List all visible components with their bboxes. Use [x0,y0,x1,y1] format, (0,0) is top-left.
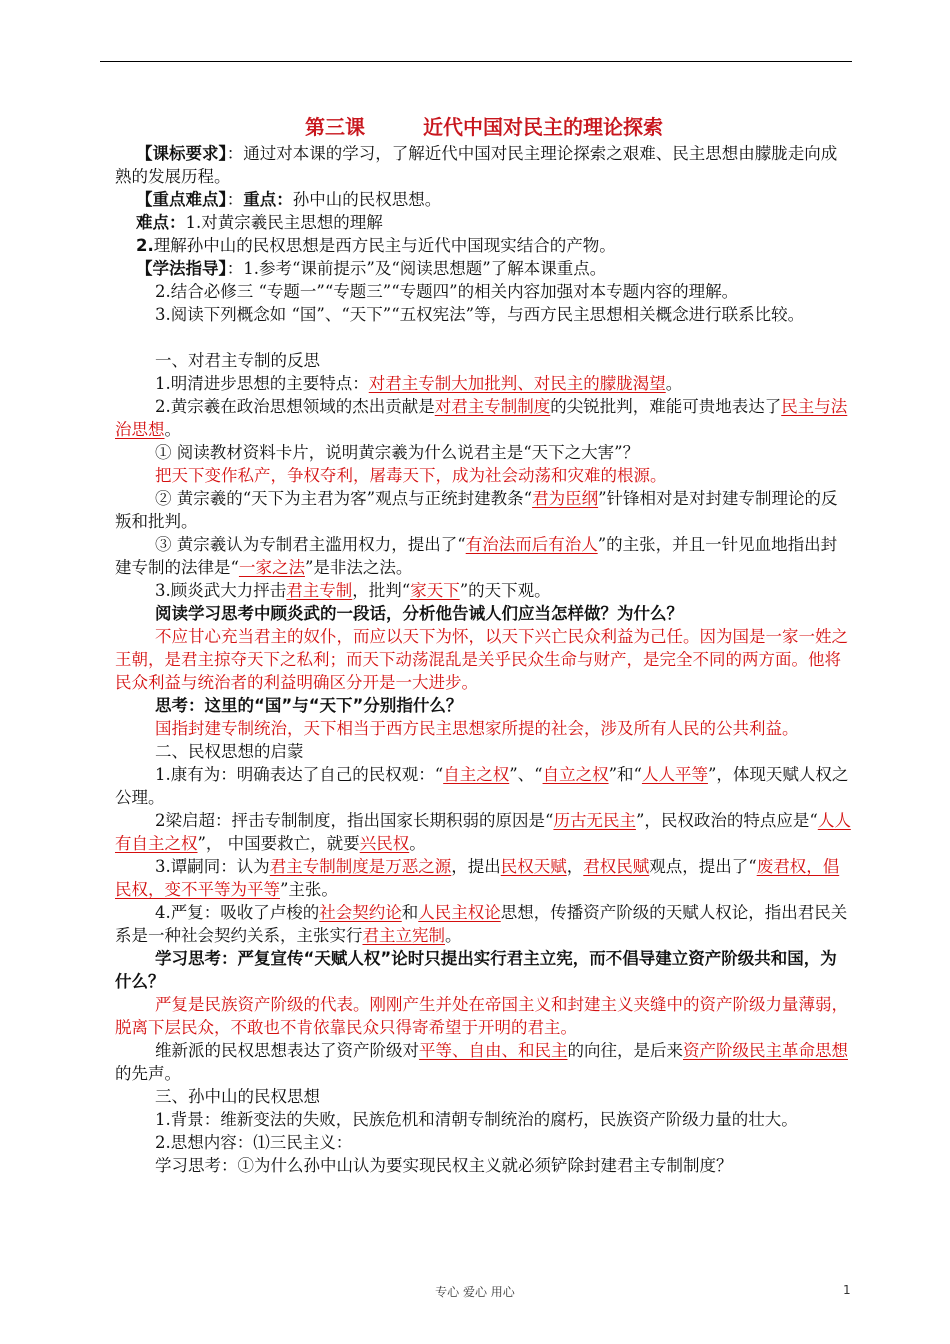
lesson-number: 第三课 [305,115,365,139]
s1-question-1: ① 阅读教材资料卡片，说明黄宗羲为什么说君主是“天下之大害”？ [155,443,640,462]
s2-liang-qichao: 2梁启超：抨击专制制度，指出国家长期积弱的原因是“历古无民主”，民权政治的特点应是“人人有自主之权”， 中国要救亡，就要兴民权。 [115,811,851,853]
lesson-title [115,112,853,142]
s2-reformist-summary: 维新派的民权思想表达了资产阶级对平等、自由、和民主的向往，是后来资产阶级民主革命思想的先声。 [115,1041,848,1083]
s1-think-1: 阅读学习思考中顾炎武的一段话，分析他告诫人们应当怎样做？为什么？ [155,604,683,623]
s1-question-3: ③ 黄宗羲认为专制君主滥用权力，提出了“有治法而后有治人”的主张，并且一针见血地指出封建专制的法律是“一家之法”是非法之法。 [115,535,838,577]
s1-answer-1: 把天下变作私产，争权夺利，屠毒天下，成为社会动荡和灾难的根源。 [155,466,667,485]
method-guide-3: 3.阅读下列概念如 “国”、“天下”“五权宪法”等，与西方民主思想相关概念进行联系比较。 [155,305,805,324]
s1-question-2: ② 黄宗羲的“天下为主君为客”观点与正统封建教条“君为臣纲”针锋相对是对封建专制理论的反叛和批判。 [115,489,838,531]
section-1-heading: 一、对君主专制的反思 [155,351,320,370]
s3-think-4: 学习思考：①为什么孙中山认为要实现民权主义就必须铲除封建君主专制制度？ [155,1156,733,1175]
key-points: 【重点难点】：重点：孙中山的民权思想。 [136,190,442,209]
s1-answer-think-1: 不应甘心充当君主的奴仆，而应以天下为怀，以天下兴亡民众利益为己任。因为国是一家一姓之王朝，是君主掠夺天下之私利；而天下动荡混乱是关乎民众生命与财产，是完全不同的两方面。他将民众利益与统治者的利益明确区分开是一大进步。 [115,627,848,692]
s3-background: 1.背景：维新变法的失败，民族危机和清朝专制统治的腐朽，民族资产阶级力量的壮大。 [155,1110,798,1129]
section-2-heading: 二、民权思想的启蒙 [155,742,304,761]
s2-answer-think-3: 严复是民族资产阶级的代表。刚刚产生并处在帝国主义和封建主义夹缝中的资产阶级力量薄弱，脱离下层民众，不敢也不肯依靠民众只得寄希望于开明的君主。 [115,995,848,1037]
method-guide-1: 【学法指导】：1.参考“课前提示”及“阅读思想题”了解本课重点。 [136,259,607,278]
header-rule [100,61,852,62]
s1-point-3: 3.顾炎武大力抨击君主专制，批判“家天下”的天下观。 [155,581,551,600]
s3-content: 2.思想内容：⑴三民主义： [155,1133,353,1152]
section-3-heading: 三、孙中山的民权思想 [155,1087,320,1106]
document-body [115,112,853,1177]
curriculum-requirement: 【课标要求】：通过对本课的学习，了解近代中国对民主理论探索之艰难、民主思想由朦胧走向成熟的发展历程。 [115,144,838,186]
difficult-point-1: 难点：1.对黄宗羲民主思想的理解 [136,213,383,232]
lesson-topic: 近代中国对民主的理论探索 [423,115,663,139]
s1-point-2: 2.黄宗羲在政治思想领域的杰出贡献是对君主专制制度的尖锐批判，难能可贵地表达了民主与法治思想。 [115,397,848,439]
page-footer: 专心 爱心 用心 [435,1285,515,1299]
s2-yan-fu: 4.严复：吸收了卢梭的社会契约论和人民主权论思想，传播资产阶级的天赋人权论，指出君民关系是一种社会契约关系，主张实行君主立宪制。 [115,903,848,945]
s2-think-3: 学习思考：严复宣传“天赋人权”论时只提出实行君主立宪，而不倡导建立资产阶级共和国，为什么？ [115,949,837,991]
method-guide-2: 2.结合必修三 “专题一”“专题三”“专题四”的相关内容加强对本专题内容的理解。 [155,282,739,301]
difficult-point-2: 2.理解孙中山的民权思想是西方民主与近代中国现实结合的产物。 [136,236,616,255]
page-number: 1 [843,1283,851,1297]
s2-kang-youwei: 1.康有为：明确表达了自己的民权观：“自主之权”、“自立之权”和“人人平等”，体现天赋人权之公理。 [115,765,849,807]
s1-answer-think-2: 国指封建专制统治，天下相当于西方民主思想家所提的社会，涉及所有人民的公共利益。 [155,719,799,738]
s1-think-2: 思考：这里的“国”与“天下”分别指什么？ [155,696,463,715]
s2-tan-sitong: 3.谭嗣同：认为君主专制制度是万恶之源，提出民权天赋，君权民赋观点，提出了“废君权，倡民权，变不平等为平等”主张。 [115,857,840,899]
s1-point-1: 1.明清进步思想的主要特点：对君主专制大加批判、对民主的朦胧渴望。 [155,374,683,393]
